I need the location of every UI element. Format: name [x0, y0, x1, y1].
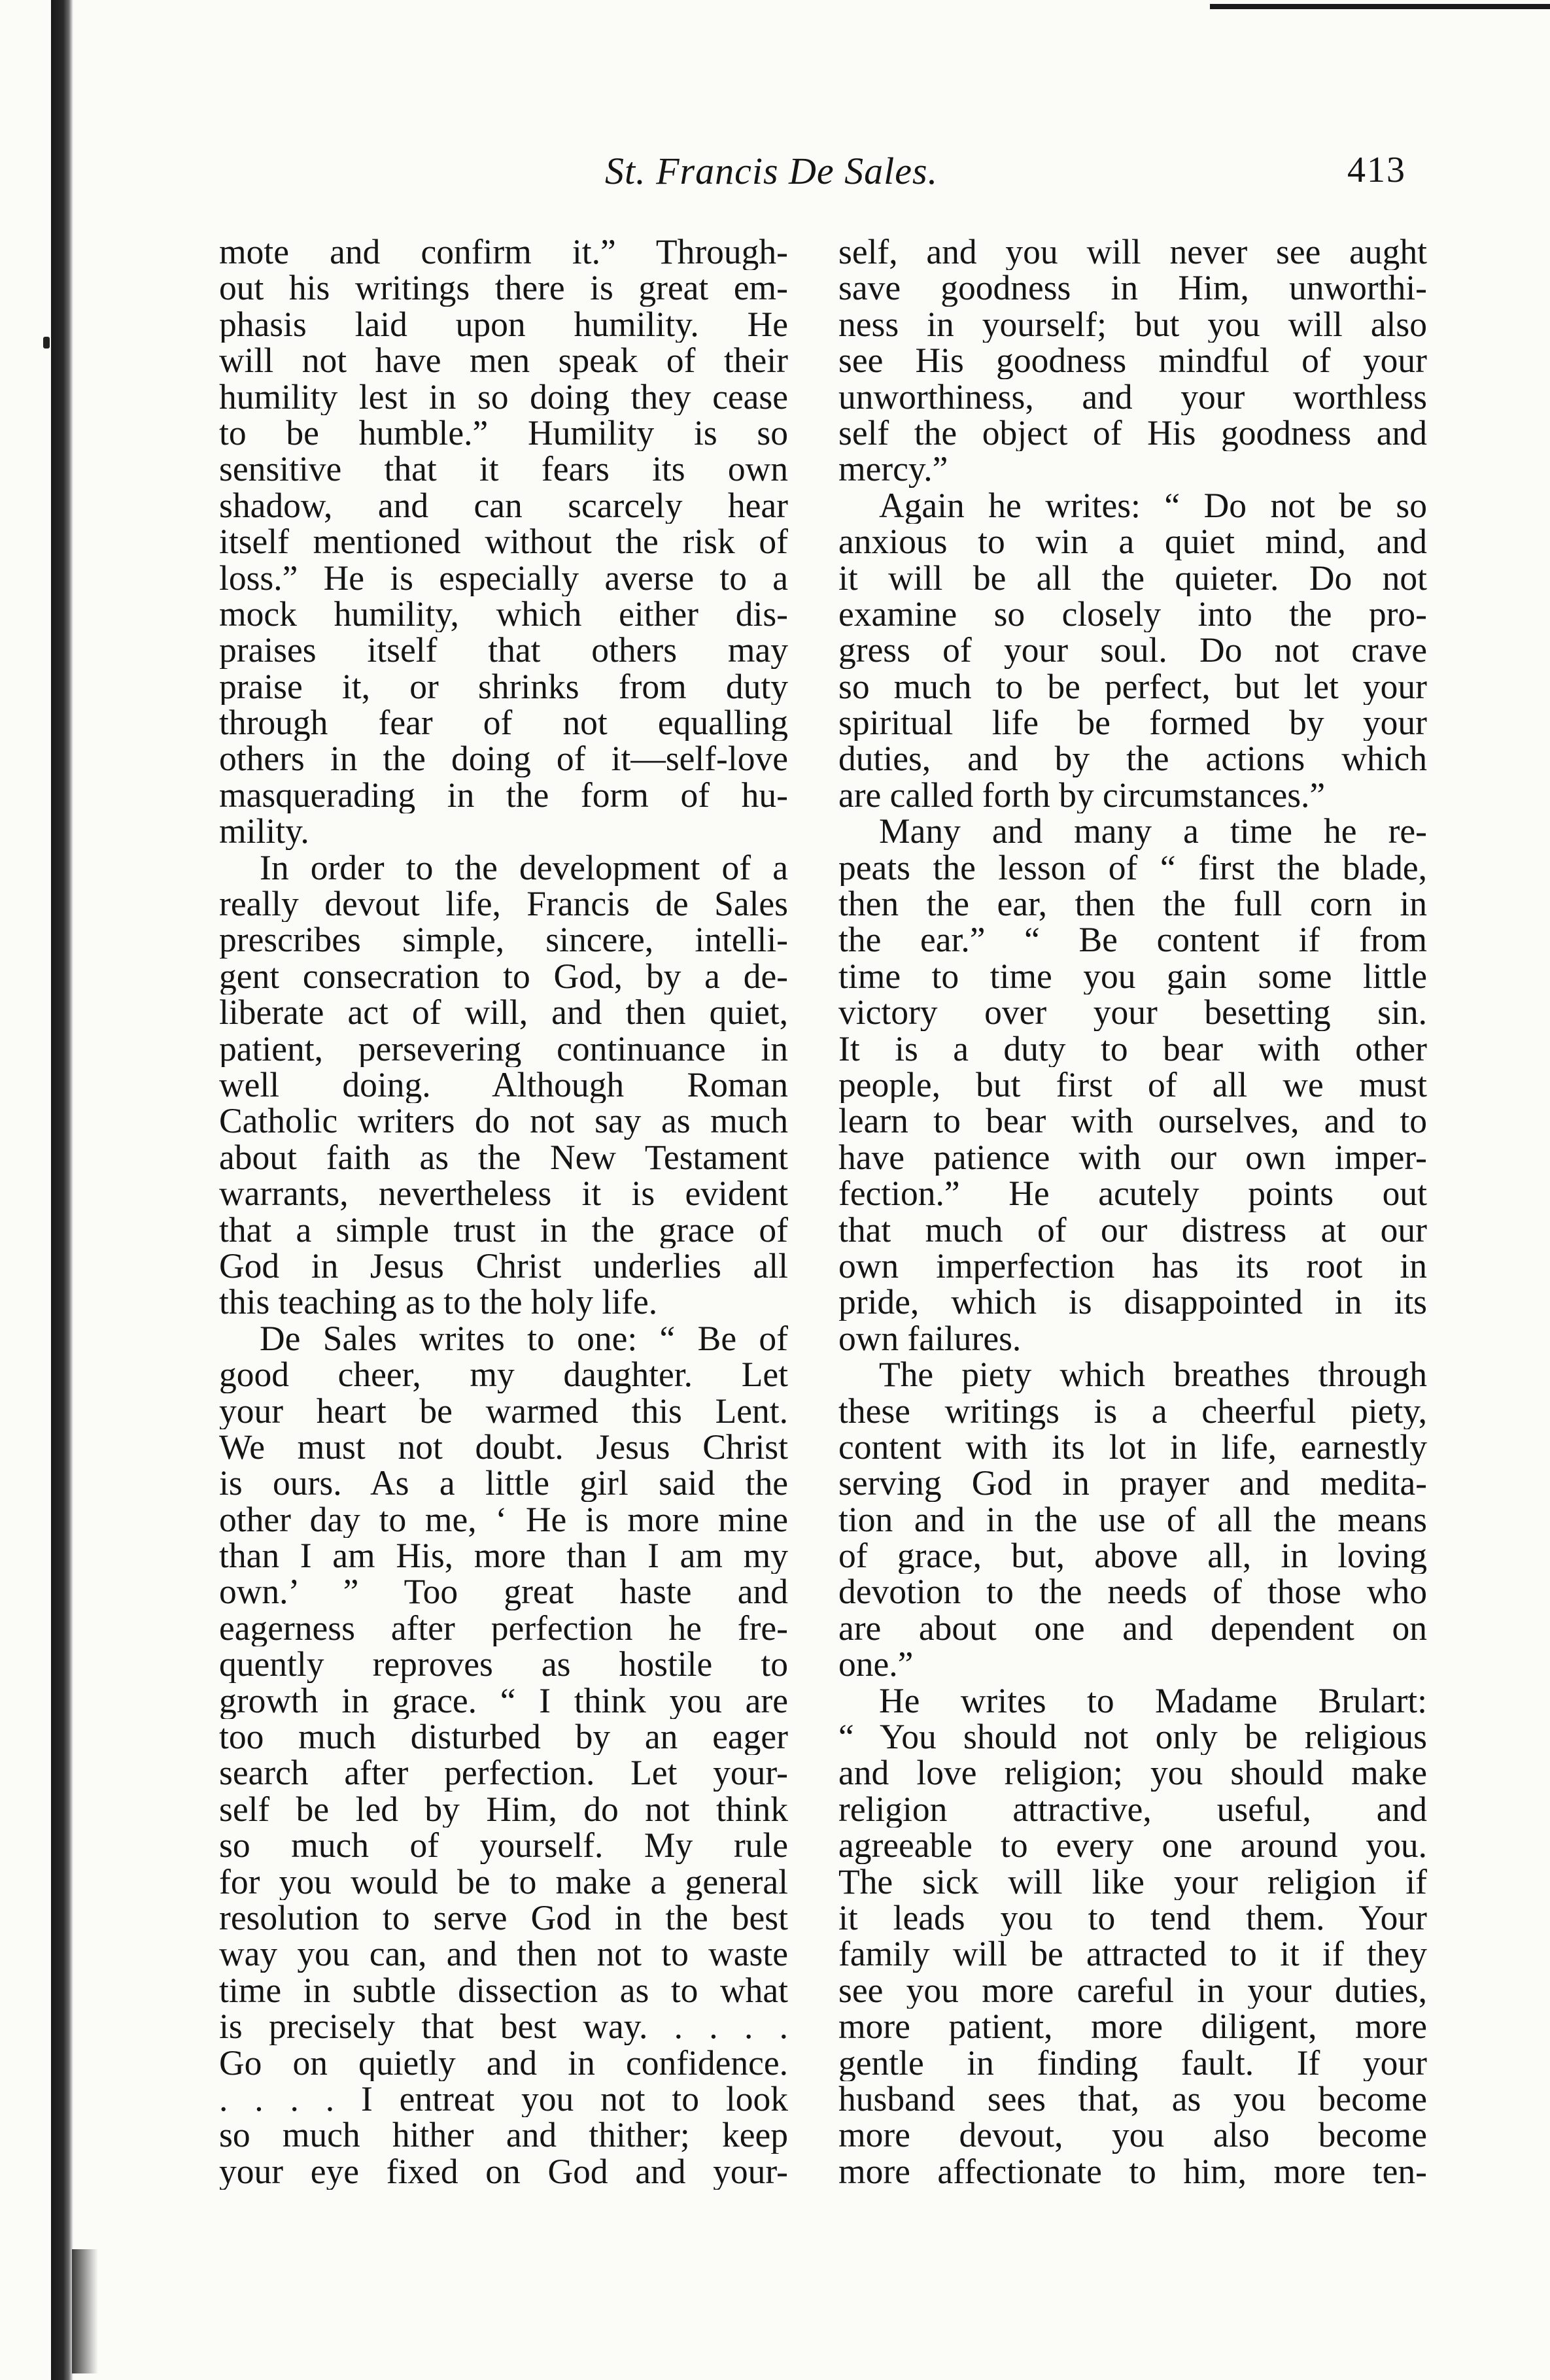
text-line: so much of yourself. My rule: [219, 1828, 788, 1864]
text-line: then the ear, then the full corn in: [838, 886, 1427, 923]
text-line: the ear.” “ Be content if from: [838, 922, 1427, 959]
text-line: masquerading in the form of hu-: [219, 777, 788, 814]
text-line: praise it, or shrinks from duty: [219, 668, 788, 706]
text-line: devotion to the needs of those who: [838, 1574, 1427, 1610]
text-line: growth in grace. “ I think you are: [219, 1682, 788, 1720]
text-line: agreeable to every one around you.: [838, 1828, 1427, 1864]
text-line: through fear of not equalling: [219, 705, 788, 741]
text-line: serving God in prayer and medita-: [838, 1465, 1427, 1502]
text-line: own.’ ” Too great haste and: [219, 1574, 788, 1610]
text-line: will not have men speak of their: [219, 343, 788, 379]
text-line: quently reproves as hostile to: [219, 1646, 788, 1683]
text-line: out his writings there is great em-: [219, 270, 788, 307]
text-line: about faith as the New Testament: [219, 1139, 788, 1176]
book-binding-edge: [51, 0, 73, 2380]
text-line: gress of your soul. Do not crave: [838, 632, 1427, 669]
text-line: He writes to Madame Brulart:: [879, 1682, 1427, 1720]
text-line: loss.” He is especially averse to a: [219, 560, 788, 596]
text-line: way you can, and then not to waste: [219, 1936, 788, 1973]
left-text-column: [219, 234, 788, 2190]
text-line: peats the lesson of “ first the blade,: [838, 849, 1427, 887]
text-line: liberate act of will, and then quiet,: [219, 994, 788, 1031]
text-line: duties, and by the actions which: [838, 741, 1427, 777]
text-line: It is a duty to bear with other: [838, 1030, 1427, 1067]
text-line: more affectionate to him, more ten-: [838, 2153, 1427, 2190]
text-line: good cheer, my daughter. Let: [219, 1357, 788, 1393]
text-line: We must not doubt. Jesus Christ: [219, 1429, 788, 1466]
text-line: for you would be to make a general: [219, 1863, 788, 1900]
binding-shadow: [72, 2249, 98, 2373]
text-line: eagerness after perfection he fre-: [219, 1610, 788, 1647]
text-line: De Sales writes to one: “ Be of: [260, 1320, 788, 1357]
text-line: resolution to serve God in the best: [219, 1899, 788, 1937]
text-line: Again he writes: “ Do not be so: [879, 487, 1427, 524]
text-line: and love religion; you should make: [838, 1755, 1427, 1792]
text-line: is ours. As a little girl said the: [219, 1465, 788, 1502]
text-line: phasis laid upon humility. He: [219, 306, 788, 343]
text-line: have patience with our own imper-: [838, 1139, 1427, 1176]
text-line: self the object of His goodness and: [838, 415, 1427, 452]
text-line: learn to bear with ourselves, and to: [838, 1103, 1427, 1140]
text-line: time to time you gain some little: [838, 958, 1427, 995]
text-line: victory over your besetting sin.: [838, 994, 1427, 1031]
text-line: sensitive that it fears its own: [219, 451, 788, 488]
text-line: patient, persevering continuance in: [219, 1030, 788, 1067]
text-line: itself mentioned without the risk of: [219, 524, 788, 560]
text-line: search after perfection. Let your-: [219, 1755, 788, 1792]
text-line: The sick will like your religion if: [838, 1863, 1427, 1900]
text-line: own imperfection has its root in: [838, 1248, 1427, 1285]
text-line: other day to me, ‘ He is more mine: [219, 1501, 788, 1538]
text-line: Many and many a time he re-: [879, 813, 1427, 850]
text-line: mercy.”: [838, 451, 948, 488]
text-line: it will be all the quieter. Do not: [838, 560, 1427, 596]
text-line: really devout life, Francis de Sales: [219, 886, 788, 923]
text-line: than I am His, more than I am my: [219, 1538, 788, 1574]
text-line: self, and you will never see aught: [838, 234, 1427, 271]
text-line: mote and confirm it.” Through-: [219, 234, 788, 271]
text-line: time in subtle dissection as to what: [219, 1972, 788, 2009]
text-line: warrants, nevertheless it is evident: [219, 1176, 788, 1212]
text-line: mock humility, which either dis-: [219, 596, 788, 633]
text-line: own failures.: [838, 1320, 1022, 1357]
text-line: save goodness in Him, unworthi-: [838, 270, 1427, 307]
text-line: examine so closely into the pro-: [838, 596, 1427, 633]
text-line: Catholic writers do not say as much: [219, 1103, 788, 1140]
text-line: mility.: [219, 813, 309, 850]
scan-top-rule: [1210, 4, 1550, 9]
text-line: gent consecration to God, by a de-: [219, 958, 788, 995]
page-number: 413: [1347, 150, 1406, 190]
text-line: see His goodness mindful of your: [838, 343, 1427, 379]
text-line: that a simple trust in the grace of: [219, 1212, 788, 1248]
text-line: religion attractive, useful, and: [838, 1791, 1427, 1828]
text-line: family will be attracted to it if they: [838, 1936, 1427, 1973]
text-line: these writings is a cheerful piety,: [838, 1393, 1427, 1429]
text-line: tion and in the use of all the means: [838, 1501, 1427, 1538]
text-line: it leads you to tend them. Your: [838, 1899, 1427, 1937]
text-line: “ You should not only be religious: [838, 1719, 1427, 1756]
text-line: prescribes simple, sincere, intelli-: [219, 922, 788, 959]
running-head: St. Francis De Sales.: [605, 150, 939, 192]
text-line: people, but first of all we must: [838, 1066, 1427, 1104]
text-line: of grace, but, above all, in loving: [838, 1538, 1427, 1574]
text-line: are about one and dependent on: [838, 1610, 1427, 1647]
text-line: anxious to win a quiet mind, and: [838, 524, 1427, 560]
text-line: In order to the development of a: [260, 849, 788, 887]
text-line: more devout, you also become: [838, 2117, 1427, 2154]
text-line: gentle in finding fault. If your: [838, 2045, 1427, 2081]
text-line: see you more careful in your duties,: [838, 1972, 1427, 2009]
text-line: are called forth by circumstances.”: [838, 777, 1326, 814]
text-line: so much hither and thither; keep: [219, 2117, 788, 2154]
text-line: humility lest in so doing they cease: [219, 379, 788, 415]
text-line: this teaching as to the holy life.: [219, 1284, 658, 1321]
text-line: is precisely that best way. . . . .: [219, 2009, 788, 2045]
text-line: . . . . I entreat you not to look: [219, 2081, 788, 2118]
text-line: praises itself that others may: [219, 632, 788, 669]
text-line: others in the doing of it—self-love: [219, 741, 788, 777]
text-line: self be led by Him, do not think: [219, 1791, 788, 1828]
text-line: one.”: [838, 1646, 914, 1683]
text-line: more patient, more diligent, more: [838, 2009, 1427, 2045]
text-line: spiritual life be formed by your: [838, 705, 1427, 741]
text-line: husband sees that, as you become: [838, 2081, 1427, 2118]
text-line: Go on quietly and in confidence.: [219, 2045, 788, 2081]
text-line: that much of our distress at our: [838, 1212, 1427, 1248]
text-line: ness in yourself; but you will also: [838, 306, 1427, 343]
text-line: so much to be perfect, but let your: [838, 668, 1427, 706]
text-line: your eye fixed on God and your-: [219, 2153, 788, 2190]
margin-mark: [43, 337, 50, 348]
text-line: to be humble.” Humility is so: [219, 415, 788, 452]
text-line: The piety which breathes through: [879, 1357, 1427, 1393]
text-line: shadow, and can scarcely hear: [219, 487, 788, 524]
text-line: God in Jesus Christ underlies all: [219, 1248, 788, 1285]
text-line: well doing. Although Roman: [219, 1066, 788, 1104]
text-line: too much disturbed by an eager: [219, 1719, 788, 1756]
right-text-column: [838, 234, 1427, 2190]
text-line: content with its lot in life, earnestly: [838, 1429, 1427, 1466]
text-line: your heart be warmed this Lent.: [219, 1393, 788, 1429]
text-line: unworthiness, and your worthless: [838, 379, 1427, 415]
text-line: pride, which is disappointed in its: [838, 1284, 1427, 1321]
text-line: fection.” He acutely points out: [838, 1176, 1427, 1212]
